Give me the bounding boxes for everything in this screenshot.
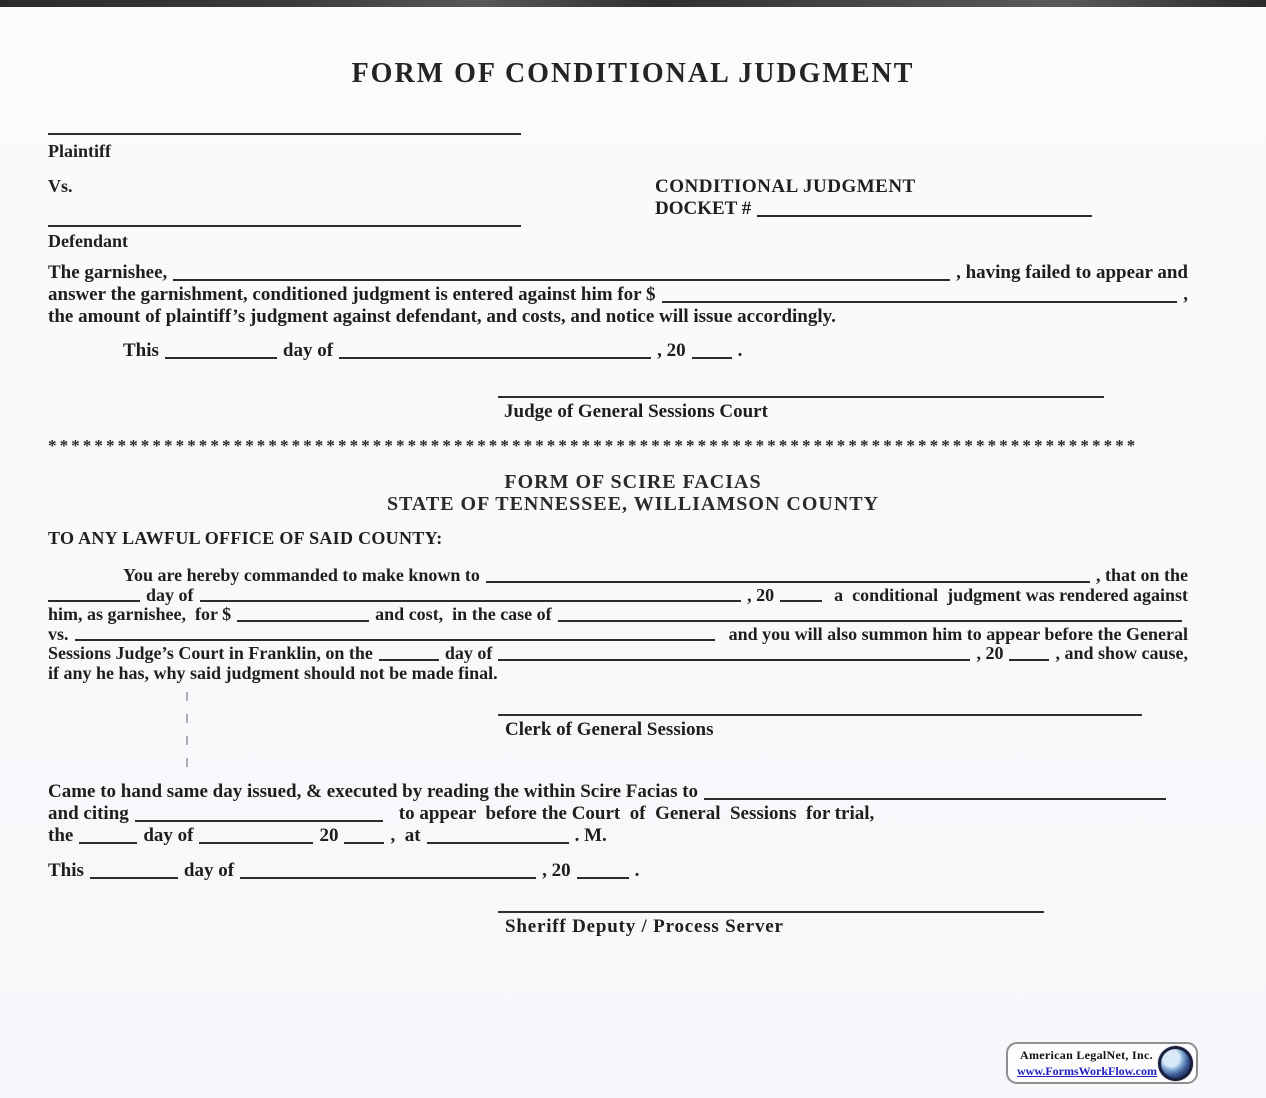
sf-text: if any he has, why said judgment should not be made final. <box>48 662 498 683</box>
sf-text: a conditional judgment was rendered against <box>834 584 1188 605</box>
sf-amount-blank <box>237 616 369 622</box>
defendant-label: Defendant <box>48 231 128 251</box>
execution-date-text: day of <box>183 860 235 881</box>
sf-line-5 <box>48 644 1188 664</box>
clerk-signature-blank <box>498 714 1142 716</box>
return-cited-name-blank <box>135 816 383 822</box>
return-year-blank <box>344 838 384 844</box>
return-day-blank <box>79 838 137 844</box>
sf-text: him, as garnishee, for $ <box>48 604 232 624</box>
sf-text: , and show cause, <box>1055 643 1188 663</box>
plaintiff-name-blank <box>48 133 521 135</box>
return-served-name-blank <box>704 794 1166 800</box>
sf-text: and cost, in the case of <box>375 604 552 624</box>
sf-case-name-blank <box>558 616 1182 622</box>
judgment-date-text: , 20 <box>657 340 686 361</box>
judgment-amount-blank <box>662 297 1178 303</box>
sheriff-signature-blank <box>498 911 1044 913</box>
garnishee-name-blank <box>173 275 950 281</box>
globe-icon <box>1158 1046 1193 1081</box>
judgment-year-blank <box>692 353 732 359</box>
scan-edge-artifact <box>0 0 1266 7</box>
conditional-judgment-heading: CONDITIONAL JUDGMENT <box>655 176 916 197</box>
judgment-text: , <box>1183 284 1188 305</box>
judgment-date-text: day of <box>282 340 334 361</box>
sf-text: , that on the <box>1095 565 1188 585</box>
docket-row <box>655 198 1115 220</box>
execution-date-text: , 20 <box>542 860 571 881</box>
judgment-text: , having failed to appear and <box>956 262 1188 283</box>
sf-line-3 <box>48 605 1188 625</box>
sf-text: You are hereby commanded to make known to <box>123 565 480 585</box>
scire-facias-paragraph <box>48 566 1188 683</box>
judgment-date-text: . <box>737 340 743 361</box>
judgment-line-2 <box>48 284 1188 306</box>
return-line-2 <box>48 803 1172 825</box>
vendor-company-name: American LegalNet, Inc. <box>1020 1048 1153 1062</box>
judgment-month-blank <box>339 353 651 359</box>
return-month-blank <box>199 838 313 844</box>
judge-signature-label: Judge of General Sessions Court <box>504 401 768 422</box>
sheriff-signature-label: Sheriff Deputy / Process Server <box>505 916 784 937</box>
judgment-day-blank <box>165 353 277 359</box>
execution-date-row <box>48 860 768 882</box>
return-paragraph <box>48 781 1172 847</box>
execution-date-text: This <box>48 860 84 881</box>
sf-line-4 <box>48 625 1188 645</box>
sf-garnishee-name-blank <box>486 577 1090 583</box>
scire-facias-heading: FORM OF SCIRE FACIAS <box>504 471 762 493</box>
return-text: the <box>48 825 74 846</box>
return-line-1 <box>48 781 1172 803</box>
vendor-website-link[interactable]: www.FormsWorkFlow.com <box>1017 1064 1157 1078</box>
sf-text: vs. <box>48 623 69 644</box>
return-line-3 <box>48 825 1172 847</box>
judgment-text: The garnishee, <box>48 262 168 283</box>
clerk-signature-label: Clerk of General Sessions <box>505 719 714 740</box>
sf-vs-name-blank <box>75 635 715 641</box>
sf-hearing-day-blank <box>379 655 439 661</box>
sf-hearing-month-blank <box>498 655 970 661</box>
return-time-blank <box>427 838 569 844</box>
judgment-text: the amount of plaintiff’s judgment against defendant, and costs, and notice will issue accordingly. <box>48 306 836 327</box>
sf-month-blank <box>200 596 742 602</box>
return-text: . M. <box>574 825 607 846</box>
sf-text: , 20 <box>976 643 1004 663</box>
judgment-date-row <box>123 340 843 362</box>
state-county-heading: STATE OF TENNESSEE, WILLIAMSON COUNTY <box>386 493 880 515</box>
defendant-name-blank <box>48 225 521 227</box>
sf-year-blank <box>780 596 822 602</box>
return-text: 20 <box>319 825 339 846</box>
return-text: Came to hand same day issued, & executed by reading the within Scire Facias to <box>48 781 699 802</box>
sf-line-6 <box>48 664 1188 684</box>
execution-month-blank <box>240 873 536 879</box>
execution-year-blank <box>577 873 629 879</box>
sf-text: and you will also summon him to appear before the General <box>728 623 1188 644</box>
sf-text: day of <box>146 584 194 605</box>
return-text: , at <box>390 825 421 846</box>
sf-line-1 <box>48 566 1188 586</box>
sf-line-2 <box>48 586 1188 606</box>
judgment-line-1 <box>48 262 1188 284</box>
sf-text: day of <box>444 643 493 663</box>
addressee-line: TO ANY LAWFUL OFFICE OF SAID COUNTY: <box>48 528 443 548</box>
asterisk-divider: ********************************************************************************************** <box>48 436 1139 455</box>
sf-day-blank <box>48 596 140 602</box>
vs-label: Vs. <box>48 176 73 196</box>
judgment-text: answer the garnishment, conditioned judgment is entered against him for $ <box>48 284 656 305</box>
page-title: FORM OF CONDITIONAL JUDGMENT <box>351 58 915 89</box>
sf-hearing-year-blank <box>1009 655 1049 661</box>
return-text: and citing <box>48 803 129 824</box>
docket-number-blank <box>757 211 1092 217</box>
judgment-line-3 <box>48 306 1188 328</box>
plaintiff-label: Plaintiff <box>48 141 111 161</box>
american-legalnet-logo <box>1006 1042 1198 1084</box>
docket-label: DOCKET # <box>655 198 752 219</box>
return-text: to appear before the Court of General Sessions for trial, <box>398 803 875 824</box>
judgment-paragraph <box>48 262 1188 328</box>
judgment-date-text: This <box>123 340 159 361</box>
return-text: day of <box>143 825 194 846</box>
execution-day-blank <box>90 873 178 879</box>
judge-signature-blank <box>498 396 1104 398</box>
sf-text: Sessions Judge’s Court in Franklin, on the <box>48 643 373 663</box>
scan-streak-artifact <box>186 692 188 778</box>
sf-text: , 20 <box>747 584 775 605</box>
execution-date-text: . <box>634 860 640 881</box>
